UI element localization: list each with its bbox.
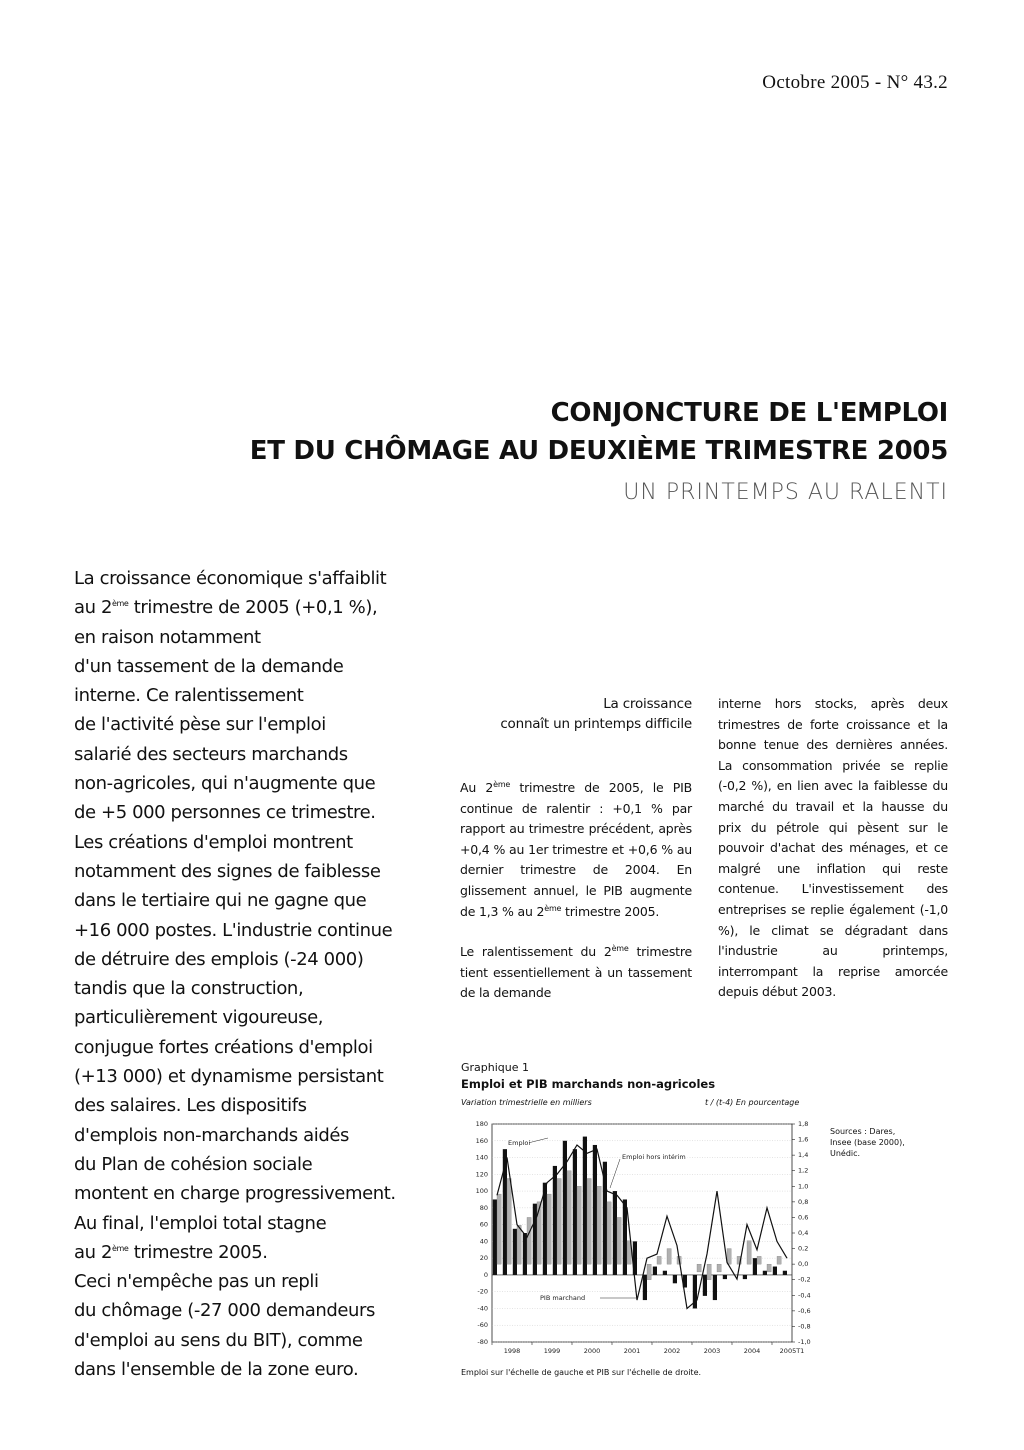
emploi-bar [623, 1199, 627, 1274]
emploi-bar [643, 1275, 647, 1300]
pib-bar [527, 1217, 531, 1264]
lead-line: particulièrement vigoureuse, [74, 1007, 324, 1029]
pib-bar [607, 1202, 611, 1264]
emploi-bar [653, 1267, 657, 1275]
emploi-bar [583, 1137, 587, 1275]
x-tick-label: 2001 [623, 1347, 641, 1355]
lead-line: d'emploi au sens du BIT), comme [74, 1329, 363, 1351]
y-left-tick-label: 60 [479, 1220, 488, 1229]
section-heading-line-2: connaît un printemps difficile [500, 716, 692, 732]
figure-label: Graphique 1 [461, 1061, 530, 1074]
y-left-tick-label: 100 [475, 1187, 488, 1196]
y-left-tick-label: 20 [479, 1254, 488, 1263]
pib-bar [767, 1264, 771, 1272]
lead-line: de +5 000 personnes ce trimestre. [74, 802, 376, 824]
figure-title: Emploi et PIB marchands non-agricoles [461, 1077, 716, 1091]
pib-bar [657, 1256, 661, 1264]
lead-paragraph [74, 564, 444, 1384]
text-column-2 [718, 694, 948, 1003]
lead-line: Ceci n'empêche pas un repli [74, 1271, 319, 1293]
annotation-leader [528, 1138, 548, 1143]
lead-line: +16 000 postes. L'industrie continue [74, 919, 393, 941]
lead-line: d'un tassement de la demande [74, 655, 344, 677]
y-right-tick-label: 0,4 [798, 1229, 809, 1237]
x-tick-label: 1999 [543, 1347, 561, 1355]
x-tick-label: 2000 [583, 1347, 601, 1355]
pib-bar [597, 1186, 601, 1264]
pib-bar [617, 1217, 621, 1264]
y-left-tick-label: -20 [477, 1287, 488, 1296]
section-heading [460, 694, 692, 734]
emploi-bar [553, 1166, 557, 1275]
y-right-tick-label: -0,6 [798, 1306, 811, 1315]
lead-line: conjugue fortes créations d'emploi [74, 1036, 373, 1058]
lead-line: du Plan de cohésion sociale [74, 1153, 313, 1175]
pib-bar [497, 1194, 501, 1264]
y-right-tick-label: 1,8 [798, 1120, 809, 1128]
lead-line: dans le tertiaire qui ne gagne que [74, 890, 367, 912]
article-subtitle: UN PRINTEMPS AU RALENTI [623, 480, 948, 505]
pib-bar [517, 1225, 521, 1264]
y-right-tick-label: 1,4 [798, 1151, 809, 1160]
left-axis-unit: Variation trimestrielle en milliers [461, 1098, 592, 1107]
emploi-bar [493, 1199, 497, 1274]
emploi-bar [703, 1275, 707, 1296]
lead-line: des salaires. Les dispositifs [74, 1095, 307, 1117]
issue-header: Octobre 2005 - N° 43.2 [762, 72, 948, 93]
pib-bar [757, 1256, 761, 1264]
title-line-2: ET DU CHÔMAGE AU DEUXIÈME TRIMESTRE 2005 [249, 436, 948, 466]
series-annotation: Emploi [508, 1139, 531, 1147]
y-left-tick-label: -40 [477, 1304, 488, 1313]
lead-line: interne. Ce ralentissement [74, 685, 304, 707]
pib-bar [557, 1179, 561, 1265]
employment-gdp-chart [460, 1058, 950, 1388]
emploi-bar [613, 1191, 617, 1275]
emploi-bar [523, 1233, 527, 1275]
emploi-bar [783, 1271, 787, 1275]
lead-line: au 2ème trimestre 2005. [74, 1241, 268, 1263]
pib-bar [697, 1264, 701, 1272]
lead-line: dans l'ensemble de la zone euro. [74, 1359, 359, 1381]
y-left-tick-label: -60 [477, 1321, 488, 1330]
emploi-bar [763, 1271, 767, 1275]
lead-line: La croissance économique s'affaiblit [74, 568, 387, 589]
y-left-tick-label: -80 [477, 1338, 488, 1346]
emploi-bar [773, 1267, 777, 1275]
pib-bar [567, 1171, 571, 1264]
pib-bar [577, 1186, 581, 1264]
y-left-tick-label: 80 [479, 1203, 488, 1212]
y-left-tick-label: 120 [475, 1170, 488, 1179]
y-right-tick-label: -0,4 [798, 1291, 811, 1300]
emploi-bar [743, 1275, 747, 1279]
emploi-bar [593, 1145, 597, 1275]
emploi-bar [663, 1271, 667, 1275]
emploi-bar [753, 1258, 757, 1275]
y-left-tick-label: 0 [483, 1270, 488, 1279]
pib-bar [587, 1179, 591, 1265]
series-annotation: PIB marchand [540, 1294, 586, 1302]
lead-line: en raison notamment [74, 626, 261, 648]
series-annotation: Emploi hors intérim [622, 1153, 686, 1161]
lead-line: notamment des signes de faiblesse [74, 860, 381, 882]
lead-line: salarié des secteurs marchands [74, 743, 348, 765]
pib-bar [647, 1264, 651, 1280]
y-right-tick-label: 1,6 [798, 1135, 809, 1144]
annotation-leader [610, 1159, 620, 1188]
emploi-bar [713, 1275, 717, 1300]
right-axis-unit: t / (t-4) En pourcentage [705, 1098, 800, 1107]
article-title [250, 394, 948, 470]
paragraph-ralentissement: Le ralentissement du 2ème trimestre tient essentiellement à un tassement de la demande [460, 944, 692, 1001]
y-right-tick-label: -0,2 [798, 1275, 811, 1284]
emploi-bar [513, 1229, 517, 1275]
x-tick-label: 2003 [703, 1347, 721, 1355]
figure-graphique-1 [460, 1058, 950, 1388]
figure-note: Emploi sur l'échelle de gauche et PIB sur l'échelle de droite. [461, 1368, 702, 1377]
x-tick-label: 2002 [663, 1347, 681, 1355]
y-right-tick-label: 0,0 [798, 1260, 809, 1269]
x-tick-label: 2005T1 [779, 1347, 805, 1355]
section-heading-line-1: La croissance [603, 696, 692, 712]
y-left-tick-label: 140 [475, 1153, 488, 1162]
y-right-tick-label: 0,6 [798, 1213, 809, 1222]
x-tick-label: 2004 [743, 1347, 761, 1355]
y-left-tick-label: 40 [479, 1237, 488, 1246]
emploi-bar [503, 1149, 507, 1275]
pib-bar [747, 1241, 751, 1264]
pib-bar [667, 1249, 671, 1265]
lead-line: de détruire des emplois (-24 000) [74, 948, 364, 970]
y-left-tick-label: 180 [475, 1120, 488, 1128]
text-column-1 [460, 694, 692, 1024]
y-right-tick-label: 1,2 [798, 1166, 809, 1175]
lead-line: Les créations d'emploi montrent [74, 831, 353, 853]
emploi-bar [533, 1204, 537, 1275]
lead-line: non-agricoles, qui n'augmente que [74, 773, 376, 795]
lead-line: au 2ème trimestre de 2005 (+0,1 %), [74, 597, 378, 619]
lead-line: Au final, l'emploi total stagne [74, 1212, 327, 1234]
pib-bar [507, 1179, 511, 1265]
figure-sources: Sources : Dares, Insee (base 2000), Unédic. [830, 1127, 905, 1158]
lead-line: d'emplois non-marchands aidés [74, 1124, 349, 1146]
y-right-tick-label: -1,0 [798, 1338, 811, 1346]
pib-bar [727, 1249, 731, 1265]
pib-bar [717, 1264, 721, 1272]
lead-line: (+13 000) et dynamisme persistant [74, 1066, 384, 1088]
y-right-tick-label: -0,8 [798, 1322, 811, 1331]
pib-bar [547, 1194, 551, 1264]
emploi-bar [723, 1275, 727, 1279]
pib-bar [777, 1256, 781, 1264]
paragraph-pib: Au 2ème trimestre de 2005, le PIB continue de ralentir : +0,1 % par rapport au trimestre précédent, après +0,4 % au 1er trimestre et +0,6 % au dernier trimestre de 2004. En glissement annuel, le PIB augmente de 1,3 % au 2ème trimestre 2005. [460, 779, 692, 919]
pib-bar [707, 1264, 711, 1280]
lead-line: du chômage (-27 000 demandeurs [74, 1300, 376, 1322]
emploi-bar [673, 1275, 677, 1283]
title-line-1: CONJONCTURE DE L'EMPLOI [550, 398, 948, 428]
lead-line: de l'activité pèse sur l'emploi [74, 714, 326, 736]
lead-line: tandis que la construction, [74, 978, 304, 1000]
y-left-tick-label: 160 [475, 1136, 488, 1145]
emploi-bar [573, 1149, 577, 1275]
emploi-bar [563, 1141, 567, 1275]
lead-line: montent en charge progressivement. [74, 1183, 396, 1205]
y-right-tick-label: 0,8 [798, 1197, 809, 1206]
x-tick-label: 1998 [503, 1347, 521, 1355]
y-right-tick-label: 0,2 [798, 1244, 809, 1253]
paragraph-continuation: interne hors stocks, après deux trimestres de forte croissance et la bonne tenue des dernières années. La consommation privée se replie (-0,2 %), en lien avec la faiblesse du marché du travail et la hausse du prix du pétrole qui pèsent sur le pouvoir d'achat des ménages, et ce malgré une inflation qui reste contenue. L'investissement des entreprises se replie également (-1,0 %), le climat se dégradant dans l'industrie au printemps, interrompant la reprise amorcée depuis début 2003. [718, 696, 948, 1000]
y-right-tick-label: 1,0 [798, 1182, 809, 1191]
